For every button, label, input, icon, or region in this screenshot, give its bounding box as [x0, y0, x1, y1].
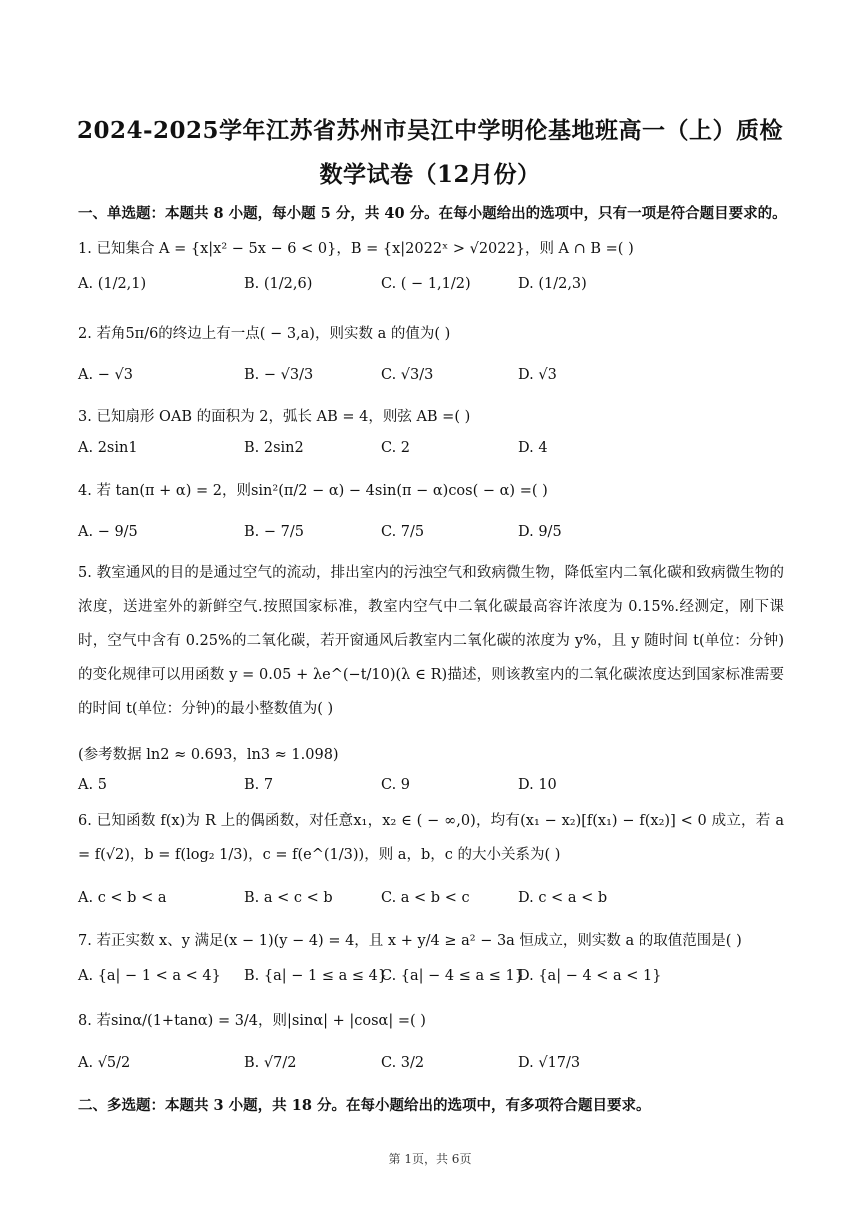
option-d: D. (1/2,3) [518, 276, 587, 292]
section-heading-single-choice: 一、单选题：本题共 8 小题，每小题 5 分，共 40 分。在每小题给出的选项中，只有一项是符合题目要求的。 [78, 205, 787, 222]
option-d: D. 4 [518, 440, 548, 456]
option-b: B. 7 [244, 777, 274, 793]
question-5-options [78, 777, 778, 801]
option-a: A. c < b < a [78, 890, 167, 906]
question-6-stem: 6. 已知函数 f(x)为 R 上的偶函数，对任意x₁，x₂ ∈ ( − ∞,0)，均有(x₁ − x₂)[f(x₁) − f(x₂)] < 0 成立，若 a = f(√2)，b = f(log₂ 1/3)，c = f(e^(1/3))，则 a，b，c 的大小关系为( ) [78, 813, 784, 863]
exam-title-line1: 2024-2025学年江苏省苏州市吴江中学明伦基地班高一（上）质检 [76, 117, 784, 144]
question-5-reference-note: (参考数据 ln2 ≈ 0.693，ln3 ≈ 1.098) [78, 747, 339, 763]
question-4-stem: 4. 若 tan(π + α) = 2，则sin²(π/2 − α) − 4sin(π − α)cos( − α) =( ) [78, 483, 548, 499]
option-c: C. a < b < c [381, 890, 470, 906]
option-b: B. − √3/3 [244, 367, 314, 383]
option-d: D. {a| − 4 < a < 1} [518, 968, 662, 984]
option-b: B. − 7/5 [244, 524, 304, 540]
question-1-options [78, 276, 778, 300]
option-b: B. √7/2 [244, 1055, 297, 1071]
question-8-options [78, 1055, 778, 1079]
option-c: C. √3/3 [381, 367, 434, 383]
option-c: C. 2 [381, 440, 411, 456]
question-7-options [78, 968, 778, 992]
option-b: B. (1/2,6) [244, 276, 313, 292]
option-a: A. √5/2 [78, 1055, 131, 1071]
option-a: A. (1/2,1) [78, 276, 147, 292]
option-b: B. 2sin2 [244, 440, 304, 456]
option-a: A. 5 [78, 777, 107, 793]
option-b: B. {a| − 1 ≤ a ≤ 4} [244, 968, 388, 984]
option-d: D. 9/5 [518, 524, 562, 540]
question-2-stem: 2. 若角5π/6的终边上有一点( − 3,a)，则实数 a 的值为( ) [78, 326, 451, 342]
option-d: D. 10 [518, 777, 557, 793]
question-6-options [78, 890, 778, 914]
question-3-stem: 3. 已知扇形 OAB 的面积为 2，弧长 AB = 4，则弦 AB =( ) [78, 409, 471, 425]
question-3-options [78, 440, 778, 464]
option-c: C. {a| − 4 ≤ a ≤ 1} [381, 968, 524, 984]
option-d: D. √3 [518, 367, 557, 383]
section-heading-multiple-choice: 二、多选题：本题共 3 小题，共 18 分。在每小题给出的选项中，有多项符合题目要求。 [78, 1097, 651, 1114]
option-c: C. 3/2 [381, 1055, 425, 1071]
question-8-stem: 8. 若sinα/(1+tanα) = 3/4，则|sinα| + |cosα| =( ) [78, 1013, 426, 1029]
question-2-options [78, 367, 778, 391]
option-c: C. ( − 1,1/2) [381, 276, 471, 292]
page-footer: 第 1页，共 6页 [388, 1152, 472, 1166]
question-7-stem: 7. 若正实数 x、y 满足(x − 1)(y − 4) = 4，且 x + y/4 ≥ a² − 3a 恒成立，则实数 a 的取值范围是( ) [78, 933, 742, 949]
option-a: A. − √3 [78, 367, 133, 383]
option-a: A. 2sin1 [78, 440, 138, 456]
exam-title-line2: 数学试卷（12月份） [319, 161, 541, 188]
question-1-stem: 1. 已知集合 A = {x|x² − 5x − 6 < 0}，B = {x|2022ˣ > √2022}，则 A ∩ B =( ) [78, 241, 634, 257]
question-5-stem: 5. 教室通风的目的是通过空气的流动，排出室内的污浊空气和致病微生物，降低室内二氧化碳和致病微生物的浓度，送进室外的新鲜空气.按照国家标准，教室内空气中二氧化碳最高容许浓度为 0.15%.经测定，刚下课时，空气中含有 0.25%的二氧化碳，若开窗通风后教室内二氧化碳的浓度为 y%，且 y 随时间 t(单位：分钟)的变化规律可以用函数 y = 0.05 + λe^(−t/10)(λ ∈ R)描述，则该教室内的二氧化碳浓度达到国家标准需要的时间 t(单位：分钟)的最小整数值为( ) [78, 565, 784, 717]
option-a: A. {a| − 1 < a < 4} [78, 968, 221, 984]
option-c: C. 7/5 [381, 524, 425, 540]
option-d: D. √17/3 [518, 1055, 581, 1071]
option-b: B. a < c < b [244, 890, 333, 906]
option-d: D. c < a < b [518, 890, 608, 906]
question-4-options [78, 524, 778, 548]
option-c: C. 9 [381, 777, 411, 793]
option-a: A. − 9/5 [78, 524, 138, 540]
